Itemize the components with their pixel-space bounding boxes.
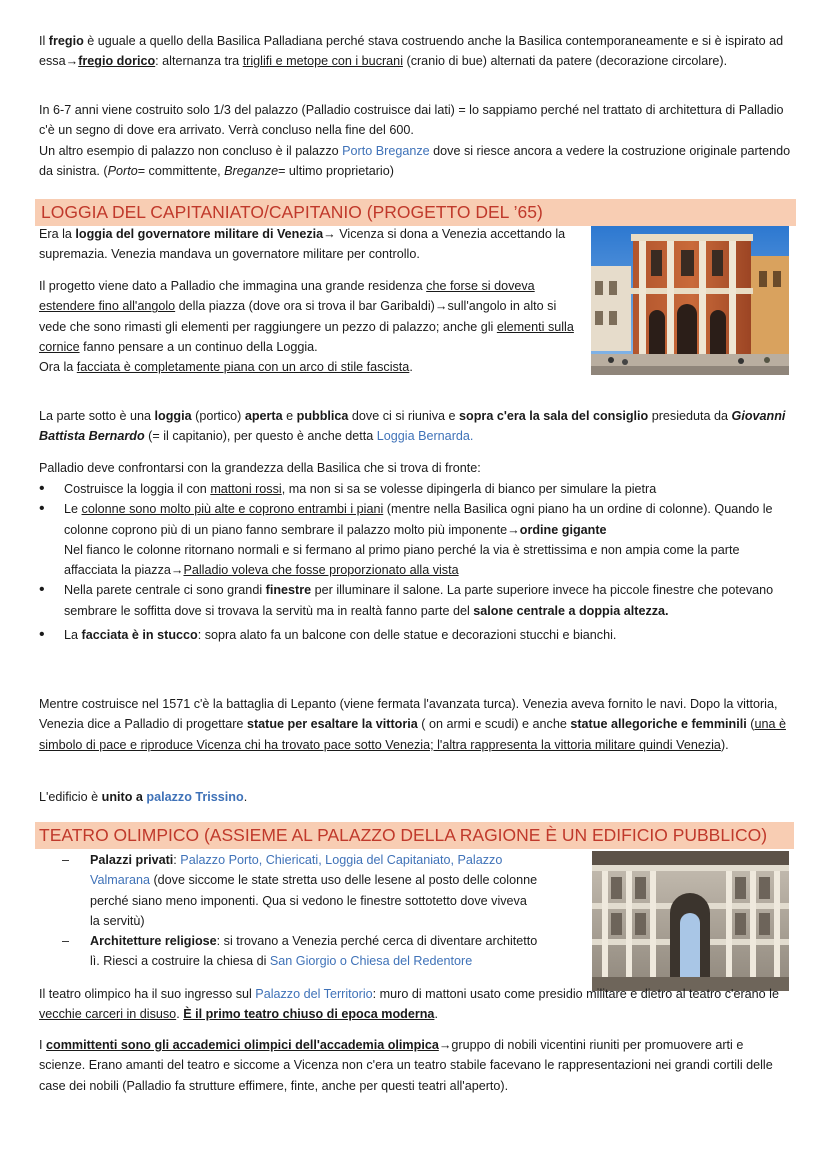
list-item [39, 580, 791, 621]
text: I [39, 1038, 46, 1052]
text-underline: colonne sono molto più alte e coprono entrambi i piani [81, 502, 384, 517]
text: Il [39, 34, 49, 48]
text: . [409, 360, 413, 375]
text: (dove siccome le state stretta uso delle lesene al posto delle colonne perché siano meno imponenti. Qua si vedono le finestre sottotetto dove viveva la servitù) [90, 873, 538, 928]
text-bold: statue per esaltare la vittoria [246, 717, 418, 732]
loggia-paragraph-4: Palladio deve confrontarsi con la grandezza della Basilica che si trova di fronte: [39, 461, 481, 475]
text-bold: loggia del governatore militare di Venezia [75, 227, 324, 241]
text: Un altro esempio di palazzo non concluso è il palazzo [39, 143, 343, 158]
text-underline: una è simbolo di pace e riproduce Vicenza chi ha trovato pace sotto Venezia; l'altra rappresenta la vittoria militare quindi Venezia [39, 717, 786, 752]
list-item [39, 479, 791, 499]
text-italic: Porto [107, 163, 138, 178]
text-bold-underline: fregio dorico [78, 54, 156, 69]
text-bold-italic: Giovanni Battista Bernardo [39, 409, 786, 444]
facciata-text [39, 357, 584, 377]
teatro-paragraph-2 [39, 1035, 791, 1096]
text: . [434, 1007, 438, 1022]
text: = committente, [137, 163, 225, 178]
lepanto-paragraph [39, 694, 791, 755]
text: ( [746, 717, 755, 732]
text-bold: ordine gigante [519, 522, 607, 537]
text: . [176, 1007, 184, 1022]
text: Vicenza si dona a Venezia accettando la supremazia. Venezia mandava un governatore militare per controllo. [39, 227, 566, 262]
list-item [39, 499, 791, 580]
text: : sopra alato fa un balcone con delle statue e decorazioni stucchi e bianchi. [197, 628, 617, 643]
loggia-bullet-list [39, 479, 791, 645]
text: Nel fianco le colonne ritornano normali e si fermano al primo piano perché la via è strettissima e non ampia come la parte affacciata la piazza [64, 542, 740, 578]
palazzo-paragraph [39, 100, 791, 181]
text: gruppo di nobili vicentini riuniti per promuovere arti e scienze. Erano amanti del teatro e siccome a Vicenza non c'era un teatro stabile facevano le rappresentazioni nei grandi cortili delle case dei nobili (Palladio fa strutture effimere, finte, anche per questi teatri all'aperto). [39, 1038, 773, 1093]
text: Il progetto viene dato a Palladio che immagina una grande residenza [39, 279, 427, 293]
text: : [173, 853, 181, 867]
list-item [39, 625, 791, 645]
text: della piazza (dove ora si trova il bar Garibaldi) [175, 299, 435, 314]
loggia-progetto-text [39, 276, 584, 357]
text: presieduta da [648, 409, 732, 423]
text: (= il capitanio), per questo è anche detta [144, 429, 377, 444]
text: La parte sotto è una [39, 409, 155, 423]
text: per illuminare il salone. La parte superiore invece ha piccole finestre che potevano sembrare le soffitta dove si trovava la servitù ma in realtà fanno parte del [64, 583, 774, 618]
text-bold: facciata è in stucco [81, 628, 198, 643]
text-bold: aperta [244, 409, 283, 423]
text-underline: che forse si doveva estendere fino all'angolo [39, 279, 535, 314]
arrow-icon: → [323, 227, 336, 241]
text: = ultimo proprietario) [278, 163, 394, 178]
text: è uguale a quello della Basilica Palladiana perché stava costruendo anche la Basilica contemporaneamente e si è ispirato ad essa [39, 34, 784, 69]
text-bold: loggia [154, 409, 192, 423]
arrow-icon: → [170, 563, 184, 578]
loggia-capitaniato-photo [591, 226, 789, 375]
text: La [64, 628, 82, 643]
text-bold: salone centrale a doppia altezza. [473, 603, 669, 618]
teatro-olimpico-photo [592, 851, 789, 991]
text: e [282, 409, 297, 423]
link-loggia-bernarda[interactable]: Loggia Bernarda. [376, 429, 474, 444]
teatro-paragraph-1 [39, 984, 799, 1025]
section-heading-loggia: LOGGIA DEL CAPITANIATO/CAPITANIO (PROGETTO DEL ’65) [35, 199, 796, 226]
text: Costruisce la loggia il con [64, 482, 211, 496]
text: L'edificio è [39, 790, 102, 804]
text: dove ci si riuniva e [348, 409, 460, 423]
text-bold-underline: committenti sono gli accademici olimpici dell'accademia olimpica [46, 1038, 439, 1052]
arrow-icon: → [507, 522, 520, 537]
text-underline: Palladio voleva che fosse proporzionato alla vista [183, 563, 459, 578]
text-bold: statue allegoriche e femminili [570, 717, 747, 732]
text: dove si riesce ancora a vedere la costruzione originale partendo da sinistra. ( [39, 143, 791, 178]
text-bold: pubblica [296, 409, 349, 423]
porto-breganze-line [39, 141, 791, 182]
fregio-paragraph [39, 31, 791, 72]
text: sull'angolo in alto si vede che sono rimasti gli elementi per raggiungere un pezzo di palazzo; anche gli [39, 299, 557, 334]
link-porto-breganze[interactable]: Porto Breganze [342, 143, 430, 158]
teatro-image [592, 851, 789, 991]
text-bold: fregio [48, 34, 84, 48]
text-bold: unito a [101, 790, 147, 804]
text-underline: vecchie carceri in disuso [39, 1007, 177, 1022]
link-palazzo-territorio[interactable]: Palazzo del Territorio [255, 987, 373, 1001]
list-item [60, 850, 540, 931]
text: Era la [39, 227, 76, 241]
list-item [60, 931, 540, 972]
loggia-image [591, 226, 789, 375]
link-palazzo-trissino[interactable]: palazzo Trissino [146, 790, 244, 804]
text-underline: elementi sulla cornice [39, 319, 574, 354]
teatro-dash-list [60, 850, 540, 972]
text: . [243, 790, 248, 804]
text: fanno pensare a un continuo della Loggia. [79, 339, 318, 354]
loggia-paragraph-1 [39, 224, 584, 265]
arrow-icon: → [438, 1038, 452, 1052]
text: Mentre costruisce nel 1571 c'è la battaglia di Lepanto (viene fermata l'avanzata turca). Venezia aveva fornito le navi. Dopo la vittoria, Venezia dice a Palladio di progettare [39, 697, 778, 732]
text: Le [64, 502, 82, 517]
text: Ora la [39, 360, 77, 375]
text-italic: Breganze [224, 163, 279, 178]
unito-paragraph [39, 787, 791, 807]
text-bold-underline: È il primo teatro chiuso di epoca moderna [183, 1007, 435, 1022]
link-san-giorgio[interactable]: San Giorgio o Chiesa del Redentore [269, 954, 473, 969]
text: (portico) [191, 409, 245, 423]
text-bold: Palazzi privati [90, 853, 174, 867]
text-bold: finestre [265, 583, 312, 598]
text: In 6-7 anni viene costruito solo 1/3 del palazzo (Palladio costruisce dai lati) = lo sappiamo perché nel trattato di architettura di Palladio c'è un segno di dove era arrivato. Verrà concluso nella fine del 600. [39, 103, 784, 138]
text: , ma non si sa se volesse dipingerla di bianco per simulare la pietra [281, 482, 657, 496]
section-heading-teatro: TEATRO OLIMPICO (ASSIEME AL PALAZZO DELLA RAGIONE È UN EDIFICIO PUBBLICO) [35, 822, 794, 849]
text-underline: triglifi e metope con i bucrani [242, 54, 403, 69]
link-palazzi-privati[interactable]: Palazzo Porto, Chiericati, Loggia del Capitaniato, Palazzo Valmarana [90, 853, 503, 888]
text-underline: mattoni rossi [210, 482, 282, 496]
arrow-icon: → [434, 299, 448, 314]
text-bold: Architetture religiose [90, 934, 217, 949]
text: ). [720, 737, 729, 752]
text: Nella parete centrale ci sono grandi [64, 583, 266, 598]
text: Il teatro olimpico ha il suo ingresso sul [39, 987, 256, 1001]
text: : muro di mattoni usato come presidio militare e dietro al teatro c'erano le [372, 987, 779, 1001]
loggia-paragraph-2 [39, 276, 584, 377]
text-underline: facciata è completamente piana con un arco di stile fascista [76, 360, 410, 375]
text-bold: sopra c'era la sala del consiglio [459, 409, 649, 423]
loggia-paragraph-3 [39, 406, 791, 447]
text: : alternanza tra [155, 54, 243, 69]
text: (cranio di bue) alternati da patere (decorazione circolare). [403, 54, 728, 69]
text: (mentre nella Basilica ogni piano ha un ordine di colonne). Quando le colonne coprono più di un piano fanno sembrare il palazzo molto più imponente [64, 502, 773, 537]
arrow-icon: → [65, 54, 79, 69]
text: : si trovano a Venezia perché cerca di diventare architetto lì. Riesci a costruire la chiesa di [90, 934, 538, 969]
text: ( on armi e scudi) e anche [417, 717, 571, 732]
